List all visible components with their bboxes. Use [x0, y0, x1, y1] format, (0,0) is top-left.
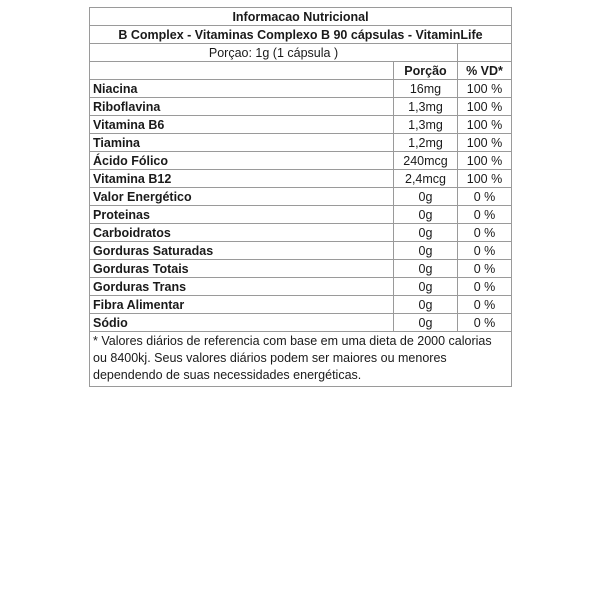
- nutrient-name: Gorduras Trans: [90, 278, 394, 296]
- nutrient-portion: 0g: [394, 296, 458, 314]
- nutrient-vd: 100 %: [458, 116, 512, 134]
- nutrient-portion: 1,3mg: [394, 116, 458, 134]
- serving-empty-cell: [458, 44, 512, 62]
- header-empty-cell: [90, 62, 394, 80]
- nutrient-vd: 100 %: [458, 170, 512, 188]
- title-row: [90, 8, 512, 26]
- nutrient-name: Riboflavina: [90, 98, 394, 116]
- nutrient-portion: 0g: [394, 206, 458, 224]
- nutrient-name: Carboidratos: [90, 224, 394, 242]
- table-row: [90, 152, 512, 170]
- nutrient-vd: 0 %: [458, 206, 512, 224]
- nutrient-portion: 240mcg: [394, 152, 458, 170]
- nutrient-portion: 0g: [394, 224, 458, 242]
- nutrient-name: Sódio: [90, 314, 394, 332]
- nutrition-table: [89, 7, 512, 387]
- nutrient-vd: 100 %: [458, 80, 512, 98]
- nutrient-vd: 0 %: [458, 296, 512, 314]
- header-portion: Porção: [394, 62, 458, 80]
- table-row: [90, 206, 512, 224]
- nutrient-name: Proteinas: [90, 206, 394, 224]
- nutrient-name: Fibra Alimentar: [90, 296, 394, 314]
- table-row: [90, 170, 512, 188]
- nutrient-name: Vitamina B6: [90, 116, 394, 134]
- table-row: [90, 296, 512, 314]
- footnote: * Valores diários de referencia com base em uma dieta de 2000 calorias ou 8400kj. Seus valores diários podem ser maiores ou menores dependendo de suas necessidades energéticas.: [90, 332, 512, 387]
- table-row: [90, 224, 512, 242]
- product-row: [90, 26, 512, 44]
- nutrient-vd: 0 %: [458, 314, 512, 332]
- nutrient-name: Vitamina B12: [90, 170, 394, 188]
- nutrient-portion: 0g: [394, 260, 458, 278]
- nutrient-vd: 0 %: [458, 188, 512, 206]
- nutrient-name: Niacina: [90, 80, 394, 98]
- nutrient-vd: 0 %: [458, 224, 512, 242]
- nutrient-name: Gorduras Totais: [90, 260, 394, 278]
- nutrient-vd: 100 %: [458, 98, 512, 116]
- nutrient-vd: 100 %: [458, 134, 512, 152]
- nutrient-vd: 0 %: [458, 260, 512, 278]
- nutrient-name: Ácido Fólico: [90, 152, 394, 170]
- nutrition-label: [89, 7, 511, 387]
- nutrient-name: Valor Energético: [90, 188, 394, 206]
- table-row: [90, 242, 512, 260]
- header-vd: % VD*: [458, 62, 512, 80]
- product-name: B Complex - Vitaminas Complexo B 90 cápsulas - VitaminLife: [90, 26, 512, 44]
- nutrient-portion: 0g: [394, 242, 458, 260]
- table-row: [90, 98, 512, 116]
- nutrient-name: Tiamina: [90, 134, 394, 152]
- nutrient-portion: 1,3mg: [394, 98, 458, 116]
- nutrient-name: Gorduras Saturadas: [90, 242, 394, 260]
- nutrient-portion: 0g: [394, 314, 458, 332]
- table-row: [90, 260, 512, 278]
- table-row: [90, 116, 512, 134]
- label-title: Informacao Nutricional: [90, 8, 512, 26]
- table-row: [90, 188, 512, 206]
- nutrient-vd: 100 %: [458, 152, 512, 170]
- nutrient-vd: 0 %: [458, 278, 512, 296]
- header-row: [90, 62, 512, 80]
- nutrient-portion: 0g: [394, 278, 458, 296]
- nutrient-portion: 16mg: [394, 80, 458, 98]
- nutrient-portion: 0g: [394, 188, 458, 206]
- footnote-row: [90, 332, 512, 387]
- table-row: [90, 134, 512, 152]
- table-row: [90, 278, 512, 296]
- serving-row: [90, 44, 512, 62]
- table-row: [90, 80, 512, 98]
- table-row: [90, 314, 512, 332]
- serving-size: Porçao: 1g (1 cápsula ): [90, 44, 458, 62]
- nutrient-portion: 1,2mg: [394, 134, 458, 152]
- nutrient-portion: 2,4mcg: [394, 170, 458, 188]
- nutrient-vd: 0 %: [458, 242, 512, 260]
